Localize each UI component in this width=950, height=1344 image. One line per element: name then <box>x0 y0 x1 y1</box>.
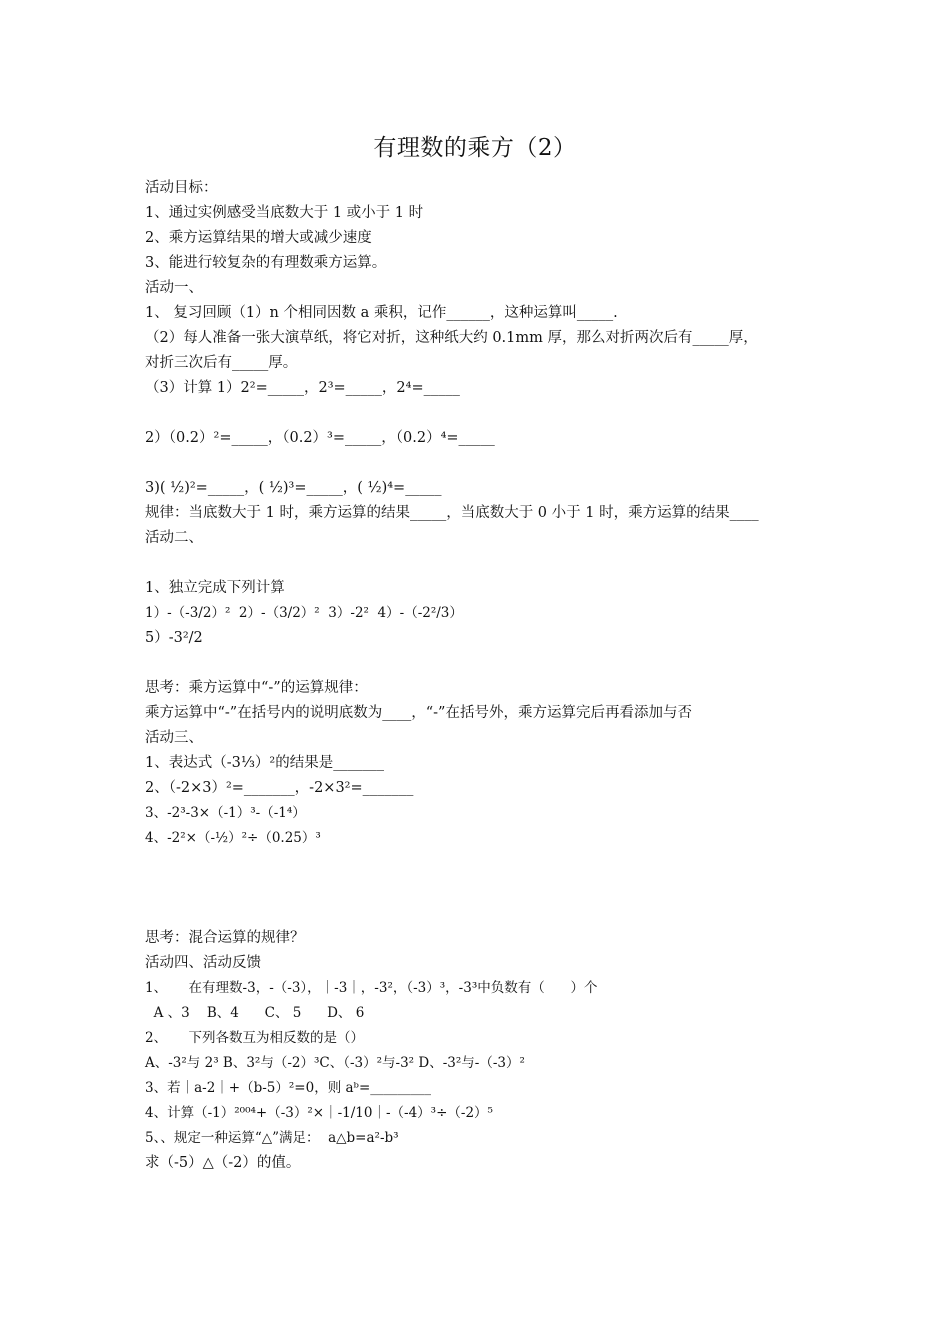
text-line: 2）（0.2）²=_____，（0.2）³=_____，（0.2）⁴=_____ <box>145 430 495 446</box>
text-line: 1）-（-3/2）² 2）-（3/2）² 3）-2² 4）-（-2²/3） <box>145 605 463 621</box>
text-line: 1、通过实例感受当底数大于 1 或小于 1 时 <box>145 205 424 221</box>
text-line: 活动一、 <box>145 280 203 296</box>
text-line: 3、能进行较复杂的有理数乘方运算。 <box>145 255 387 271</box>
text-line: 1、独立完成下列计算 <box>145 580 285 596</box>
text-line: 对折三次后有_____厚。 <box>145 355 298 371</box>
document-title: 有理数的乘方（2） <box>373 135 577 161</box>
text-line: 1、 在有理数-3，-（-3），｜-3｜，-3²，（-3）³，-3³中负数有（ ）个 <box>145 980 598 996</box>
text-line: 活动四、活动反馈 <box>145 955 261 971</box>
text-line: 3、若｜a-2｜+（b-5）²=0，则 aᵇ=_________ <box>145 1080 432 1096</box>
text-line: 5）-3²/2 <box>145 630 203 646</box>
text-line: 2、（-2×3）²=_______，-2×3²=_______ <box>145 780 414 796</box>
text-line: 活动二、 <box>145 530 203 546</box>
text-line: （3）计算 1）2²=_____，2³=_____，2⁴=_____ <box>145 380 460 396</box>
text-line: 思考：乘方运算中“-”的运算规律： <box>145 680 368 696</box>
text-line: （2）每人准备一张大演草纸，将它对折，这种纸大约 0.1mm 厚，那么对折两次后有_____厚， <box>145 330 758 346</box>
text-line: 4、计算（-1）²⁰⁰⁴+（-3）²×｜-1/10｜-（-4）³÷（-2）⁵ <box>145 1105 493 1121</box>
text-line: A、-3²与 2³ B、3²与（-2）³C、（-3）²与-3² D、-3²与-（-3）² <box>145 1055 525 1071</box>
text-line: 规律：当底数大于 1 时，乘方运算的结果_____，当底数大于 0 小于 1 时，乘方运算的结果____ <box>145 505 759 521</box>
text-line: 思考：混合运算的规律？ <box>145 930 305 946</box>
text-line: 3)( ½)²=_____，( ½)³=_____，( ½)⁴=_____ <box>145 480 442 496</box>
text-line: 1、表达式（-3⅓）²的结果是_______ <box>145 755 384 771</box>
text-line: 4、-2²×（-½）²÷（0.25）³ <box>145 830 321 846</box>
text-line: 活动三、 <box>145 730 203 746</box>
text-line: A 、3 B、4 C、 5 D、 6 <box>145 1005 365 1021</box>
text-line: 乘方运算中“-”在括号内的说明底数为____，“-”在括号外，乘方运算完后再看添加与否 <box>145 705 692 721</box>
text-line: 1、 复习回顾（1）n 个相同因数 a 乘积，记作______，这种运算叫_____. <box>145 305 618 321</box>
text-line: 求（-5）△（-2）的值。 <box>145 1155 301 1171</box>
text-line: 2、 下列各数互为相反数的是（） <box>145 1030 365 1046</box>
text-line: 5、、规定一种运算“△”满足： a△b=a²-b³ <box>145 1130 399 1146</box>
text-line: 活动目标： <box>145 180 218 196</box>
text-line: 2、乘方运算结果的增大或减少速度 <box>145 230 372 246</box>
text-line: 3、-2³-3×（-1）³-（-1⁴） <box>145 805 306 821</box>
